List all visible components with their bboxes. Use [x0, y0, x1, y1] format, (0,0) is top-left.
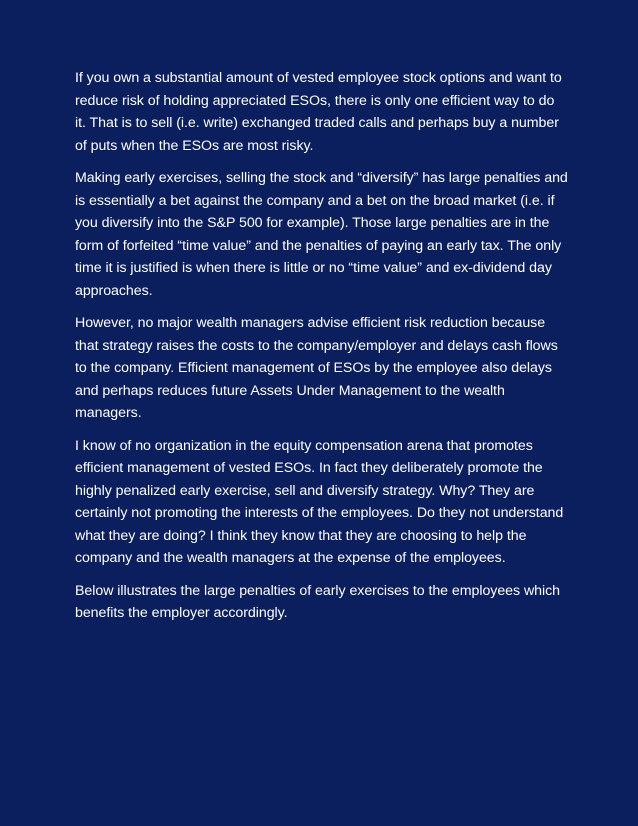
paragraph-5: Below illustrates the large penalties of early exercises to the employees which benefits the employer accordingly.	[75, 582, 560, 621]
paragraph-3: However, no major wealth managers advise efficient risk reduction because that strategy raises the costs to the company/employer and delays cash flows to the company. Efficient management of ESOs by the employee also delays and perhaps reduces future Assets Under Management to the wealth managers.	[75, 315, 558, 421]
paragraph-1: If you own a substantial amount of vested employee stock options and want to reduce risk of holding appreciated ESOs, there is only one efficient way to do it. That is to sell (i.e. write) exchanged traded calls and perhaps buy a number of puts when the ESOs are most risky.	[75, 70, 562, 154]
paragraph-2: Making early exercises, selling the stock and “diversify” has large penalties and is essentially a bet against the company and a bet on the broad market (i.e. if you diversify into the S&P 500 for example). Those large penalties are in the form of forfeited “time value” and the penalties of paying an early tax. The only time it is justified is when there is little or no “time value” and ex-dividend day approaches.	[75, 170, 568, 299]
paragraph-4: I know of no organization in the equity compensation arena that promotes efficient management of vested ESOs. In fact they deliberately promote the highly penalized early exercise, sell and diversify strategy. Why? They are certainly not promoting the interests of the employees. Do they not understand what they are doing? I think they know that they are choosing to help the company and the wealth managers at the expense of the employees.	[75, 437, 564, 566]
